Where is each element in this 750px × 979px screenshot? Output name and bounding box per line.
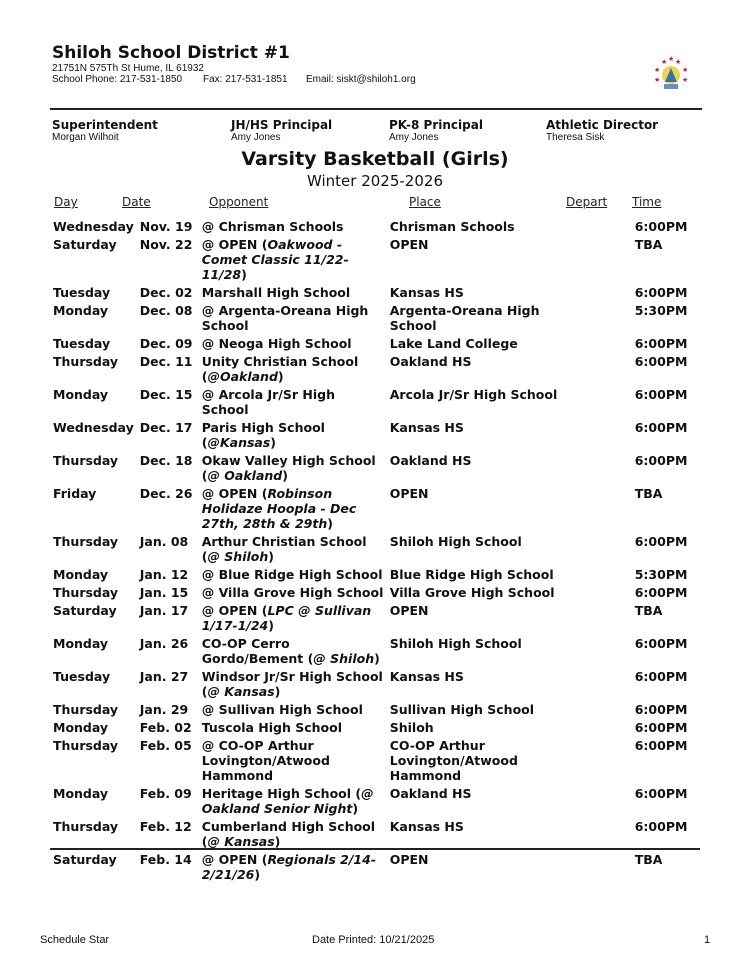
opponent-note: Robinson Holidaze Hoopla - Dec 27th, 28th & 29th <box>201 485 357 531</box>
column-header-date: Date <box>122 195 151 209</box>
game-place: Kansas HS <box>389 419 464 435</box>
staff-pk8-principal <box>389 118 483 143</box>
opponent-text: Unity Christian School ( <box>201 353 359 384</box>
game-place: Kansas HS <box>389 284 464 300</box>
game-day: Wednesday <box>53 419 134 435</box>
opponent-text: @ Villa Grove High School <box>201 584 384 600</box>
game-time: 6:00PM <box>634 818 688 834</box>
game-opponent <box>199 784 387 817</box>
staff-name: Amy Jones <box>389 132 439 143</box>
opponent-suffix: ) <box>352 800 359 816</box>
column-header-place: Place <box>409 195 441 209</box>
game-time: TBA <box>634 236 663 252</box>
opponent-suffix: ) <box>241 266 247 282</box>
opponent-text: @ OPEN ( <box>201 851 268 867</box>
game-day: Thursday <box>53 818 119 834</box>
game-opponent <box>199 736 387 784</box>
game-date: Dec. 02 <box>139 284 193 300</box>
game-day: Tuesday <box>53 284 111 300</box>
opponent-text: Paris High School ( <box>201 419 325 450</box>
game-day: Thursday <box>53 353 119 369</box>
game-day: Thursday <box>53 584 119 600</box>
game-time: 6:00PM <box>634 701 688 717</box>
game-date: Nov. 22 <box>139 236 193 252</box>
opponent-text: @ CO-OP Arthur Lovington/Atwood Hammond <box>201 737 330 783</box>
schedule-table <box>50 217 702 883</box>
game-opponent <box>199 235 387 283</box>
game-place: OPEN <box>389 485 429 501</box>
game-place: Kansas HS <box>389 668 464 684</box>
game-day: Thursday <box>53 737 119 753</box>
opponent-suffix: ) <box>374 650 380 666</box>
game-day: Thursday <box>53 533 119 549</box>
game-date: Feb. 02 <box>139 719 192 735</box>
svg-text:★: ★ <box>682 76 689 84</box>
game-time: 6:00PM <box>634 353 688 369</box>
game-opponent <box>199 532 387 565</box>
game-place: Lake Land College <box>389 335 518 351</box>
game-place: Argenta-Oreana High School <box>389 302 540 333</box>
game-date: Nov. 19 <box>139 218 193 234</box>
game-day: Monday <box>53 635 109 651</box>
district-fax: Fax: 217-531-1851 <box>203 74 288 85</box>
game-opponent <box>199 817 387 850</box>
game-time: TBA <box>634 602 663 618</box>
game-place: Chrisman Schools <box>389 218 515 234</box>
opponent-suffix: ) <box>268 617 274 633</box>
table-bottom-divider <box>50 848 700 850</box>
game-depart <box>567 850 632 883</box>
opponent-suffix: ) <box>274 683 281 699</box>
game-depart <box>567 385 632 418</box>
game-opponent <box>199 667 387 700</box>
game-date: Dec. 18 <box>139 452 193 468</box>
game-time: 6:00PM <box>634 584 688 600</box>
opponent-note: @Kansas <box>207 434 271 450</box>
game-date: Dec. 17 <box>139 419 193 435</box>
game-depart <box>567 235 632 283</box>
game-date: Jan. 17 <box>139 602 189 618</box>
table-row <box>50 565 702 583</box>
game-date: Jan. 26 <box>139 635 189 651</box>
opponent-suffix: ) <box>327 515 333 531</box>
game-day: Tuesday <box>53 668 111 684</box>
table-row <box>50 235 702 283</box>
game-day: Saturday <box>53 236 117 252</box>
opponent-note: @ Kansas <box>207 833 275 849</box>
game-opponent <box>199 850 387 883</box>
table-row <box>50 217 702 235</box>
game-date: Jan. 29 <box>139 701 189 717</box>
game-opponent <box>199 601 387 634</box>
table-row <box>50 700 702 718</box>
svg-text:★: ★ <box>675 58 682 66</box>
footer-source: Schedule Star <box>40 934 110 946</box>
schedule-title: Varsity Basketball (Girls) <box>241 148 509 170</box>
game-day: Monday <box>53 302 109 318</box>
game-place: Sullivan High School <box>389 701 535 717</box>
opponent-note: @ Kansas <box>207 683 275 699</box>
game-date: Jan. 12 <box>139 566 189 582</box>
game-time: 6:00PM <box>634 785 688 801</box>
footer-date-printed: Date Printed: 10/21/2025 <box>312 934 435 946</box>
opponent-note: @ Oakland Senior Night <box>201 785 374 816</box>
game-date: Feb. 12 <box>139 818 192 834</box>
game-place: Oakland HS <box>389 785 472 801</box>
game-opponent <box>199 385 387 418</box>
game-day: Monday <box>53 386 109 402</box>
game-date: Feb. 09 <box>139 785 192 801</box>
game-day: Thursday <box>53 701 119 717</box>
game-date: Jan. 08 <box>139 533 189 549</box>
game-date: Dec. 15 <box>139 386 193 402</box>
game-depart <box>567 532 632 565</box>
table-row <box>50 817 702 850</box>
table-row <box>50 634 702 667</box>
table-row <box>50 418 702 451</box>
table-row <box>50 850 702 883</box>
svg-text:★: ★ <box>682 66 689 74</box>
table-row <box>50 301 702 334</box>
opponent-text: @ Neoga High School <box>201 335 352 351</box>
game-day: Wednesday <box>53 218 134 234</box>
game-time: 6:00PM <box>634 419 688 435</box>
column-header-depart: Depart <box>566 195 608 209</box>
table-row <box>50 385 702 418</box>
staff-role: PK-8 Principal <box>389 118 483 132</box>
game-place: OPEN <box>389 602 429 618</box>
game-place: OPEN <box>389 236 429 252</box>
opponent-note: Regionals 2/14-2/21/26 <box>201 851 377 882</box>
game-day: Monday <box>53 785 109 801</box>
game-date: Feb. 14 <box>139 851 192 867</box>
game-depart <box>567 817 632 850</box>
opponent-suffix: ) <box>277 368 284 384</box>
game-date: Feb. 05 <box>139 737 192 753</box>
schedule-season: Winter 2025-2026 <box>307 172 443 190</box>
column-header-opponent: Opponent <box>209 195 269 209</box>
game-time: 5:30PM <box>634 566 688 582</box>
game-opponent <box>199 301 387 334</box>
opponent-text: Heritage High School ( <box>201 785 362 801</box>
game-opponent <box>199 217 387 235</box>
game-depart <box>567 583 632 601</box>
game-date: Dec. 08 <box>139 302 193 318</box>
opponent-suffix: ) <box>254 866 261 882</box>
opponent-text: @ Sullivan High School <box>201 701 363 717</box>
game-day: Tuesday <box>53 335 111 351</box>
game-opponent <box>199 565 387 583</box>
opponent-text: Cumberland High School ( <box>201 818 376 849</box>
opponent-suffix: ) <box>270 434 277 450</box>
opponent-text: Marshall High School <box>201 284 351 300</box>
game-place: Kansas HS <box>389 818 464 834</box>
district-phone: School Phone: 217-531-1850 <box>52 74 183 85</box>
opponent-text: @ Chrisman Schools <box>201 218 344 234</box>
game-depart <box>567 634 632 667</box>
opponent-note: @ Oakland <box>207 467 283 483</box>
staff-name: Amy Jones <box>231 132 281 143</box>
game-place: Shiloh <box>389 719 434 735</box>
game-time: 6:00PM <box>634 386 688 402</box>
game-day: Saturday <box>53 851 117 867</box>
game-date: Dec. 11 <box>139 353 193 369</box>
game-depart <box>567 784 632 817</box>
staff-role: Athletic Director <box>546 118 659 132</box>
opponent-text: @ Arcola Jr/Sr High School <box>201 386 335 417</box>
game-opponent <box>199 634 387 667</box>
opponent-text: @ Argenta-Oreana High School <box>201 302 369 333</box>
game-depart <box>567 418 632 451</box>
table-row <box>50 451 702 484</box>
game-depart <box>567 718 632 736</box>
opponent-suffix: ) <box>282 467 288 483</box>
opponent-note: @ Shiloh <box>207 548 269 564</box>
table-row <box>50 583 702 601</box>
svg-text:★: ★ <box>654 66 661 74</box>
staff-jhhs-principal <box>231 118 332 143</box>
game-day: Friday <box>53 485 97 501</box>
game-time: 6:00PM <box>634 533 688 549</box>
game-opponent <box>199 718 387 736</box>
footer-page-number: 1 <box>704 934 711 946</box>
game-time: 6:00PM <box>634 284 688 300</box>
game-time: 6:00PM <box>634 737 688 753</box>
opponent-text: Tuscola High School <box>201 719 343 735</box>
staff-superintendent <box>52 118 158 143</box>
game-place: Oakland HS <box>389 353 472 369</box>
game-place: Blue Ridge High School <box>389 566 554 582</box>
game-depart <box>567 334 632 352</box>
game-day: Monday <box>53 719 109 735</box>
staff-role: Superintendent <box>52 118 158 132</box>
game-date: Jan. 15 <box>139 584 189 600</box>
opponent-text: @ OPEN ( <box>201 602 268 618</box>
game-time: 6:00PM <box>634 218 688 234</box>
game-depart <box>567 565 632 583</box>
staff-role: JH/HS Principal <box>231 118 333 132</box>
opponent-suffix: ) <box>274 833 281 849</box>
game-opponent <box>199 451 387 484</box>
game-opponent <box>199 352 387 385</box>
opponent-text: Arthur Christian School ( <box>201 533 367 564</box>
game-opponent <box>199 283 387 301</box>
game-day: Monday <box>53 566 109 582</box>
district-logo-icon <box>652 56 690 90</box>
district-email: Email: siskt@shiloh1.org <box>306 74 416 85</box>
game-depart <box>567 451 632 484</box>
opponent-note: LPC @ Sullivan 1/17-1/24 <box>201 602 372 633</box>
game-time: 6:00PM <box>634 719 688 735</box>
game-depart <box>567 301 632 334</box>
game-depart <box>567 700 632 718</box>
game-place: Oakland HS <box>389 452 472 468</box>
game-opponent <box>199 700 387 718</box>
column-header-day: Day <box>54 195 78 209</box>
opponent-note: @Oakland <box>207 368 278 384</box>
opponent-text: @ Blue Ridge High School <box>201 566 383 582</box>
table-row <box>50 484 702 532</box>
game-depart <box>567 352 632 385</box>
table-row <box>50 334 702 352</box>
game-date: Jan. 27 <box>139 668 189 684</box>
game-place: Arcola Jr/Sr High School <box>389 386 558 402</box>
opponent-note: @ Shiloh <box>313 650 375 666</box>
game-opponent <box>199 583 387 601</box>
game-opponent <box>199 484 387 532</box>
opponent-text: @ OPEN ( <box>201 485 268 501</box>
game-date: Dec. 09 <box>139 335 193 351</box>
game-depart <box>567 601 632 634</box>
game-place: OPEN <box>389 851 429 867</box>
opponent-text: Okaw Valley High School ( <box>201 452 376 483</box>
game-time: TBA <box>634 851 663 867</box>
opponent-text: Windsor Jr/Sr High School ( <box>201 668 383 699</box>
game-place: Shiloh High School <box>389 635 522 651</box>
game-depart <box>567 667 632 700</box>
table-row <box>50 532 702 565</box>
svg-text:★: ★ <box>668 56 675 63</box>
opponent-text: @ OPEN ( <box>201 236 268 252</box>
game-place: Villa Grove High School <box>389 584 555 600</box>
game-opponent <box>199 334 387 352</box>
game-day: Thursday <box>53 452 119 468</box>
game-day: Saturday <box>53 602 117 618</box>
game-time: 5:30PM <box>634 302 688 318</box>
table-row <box>50 736 702 784</box>
staff-name: Morgan Wilhoit <box>52 132 119 143</box>
game-time: 6:00PM <box>634 635 688 651</box>
district-address: 21751N 575Th St Hume, IL 61932 <box>52 63 204 74</box>
game-depart <box>567 736 632 784</box>
table-row <box>50 784 702 817</box>
game-depart <box>567 217 632 235</box>
game-time: 6:00PM <box>634 452 688 468</box>
table-row <box>50 601 702 634</box>
opponent-suffix: ) <box>268 548 274 564</box>
game-time: TBA <box>634 485 663 501</box>
header-divider <box>50 108 702 110</box>
opponent-text: CO-OP Cerro Gordo/Bement ( <box>201 635 314 666</box>
game-depart <box>567 283 632 301</box>
game-date: Dec. 26 <box>139 485 193 501</box>
column-header-time: Time <box>632 195 662 209</box>
game-place: Shiloh High School <box>389 533 522 549</box>
game-opponent <box>199 418 387 451</box>
game-depart <box>567 484 632 532</box>
svg-text:★: ★ <box>661 58 668 66</box>
staff-athletic-director <box>546 118 658 143</box>
district-name: Shiloh School District #1 <box>52 43 290 63</box>
table-row <box>50 718 702 736</box>
game-time: 6:00PM <box>634 668 688 684</box>
game-time: 6:00PM <box>634 335 688 351</box>
table-row <box>50 667 702 700</box>
svg-text:★: ★ <box>654 76 661 84</box>
table-row <box>50 283 702 301</box>
opponent-note: Oakwood - Comet Classic 11/22-11/28 <box>201 236 349 282</box>
table-row <box>50 352 702 385</box>
staff-name: Theresa Sisk <box>546 132 605 143</box>
game-place: CO-OP Arthur Lovington/Atwood Hammond <box>389 737 518 783</box>
